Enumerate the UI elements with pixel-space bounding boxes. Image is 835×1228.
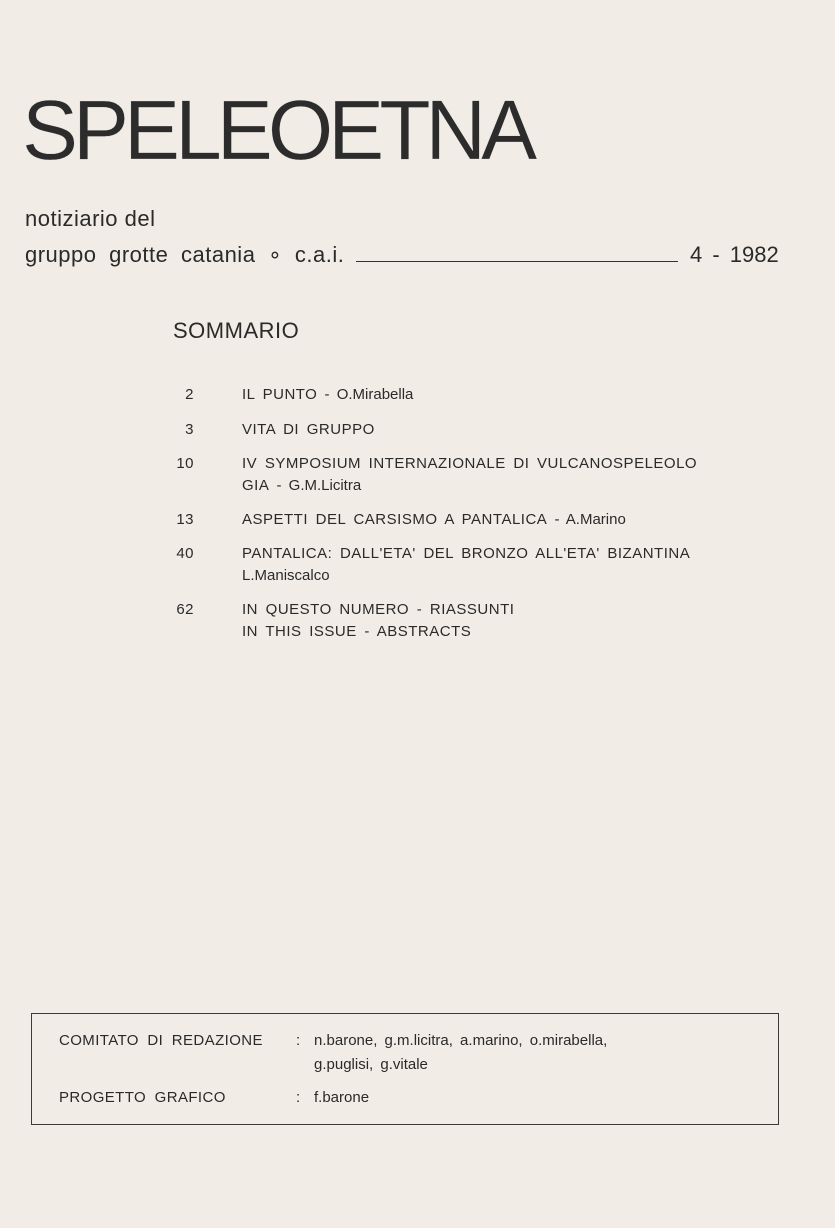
toc-page-number: 40	[176, 545, 194, 562]
redazione-label: COMITATO DI REDAZIONE	[59, 1032, 263, 1049]
toc-entry-title: PANTALICA: DALL'ETA' DEL BRONZO ALL'ETA' BIZANTINA	[242, 545, 691, 562]
header-rule	[356, 261, 678, 262]
toc-entry	[242, 384, 802, 406]
toc-entry-title: IN QUESTO NUMERO - RIASSUNTI IN THIS ISSUE - ABSTRACTS	[242, 601, 515, 640]
toc-page-number: 62	[176, 601, 194, 618]
sommario-heading: SOMMARIO	[173, 318, 300, 343]
toc-entry-author: L.Maniscalco	[242, 567, 330, 584]
grafico-value: f.barone	[314, 1089, 370, 1106]
toc-entry-author: - O.Mirabella	[317, 386, 414, 403]
toc-entry	[242, 453, 802, 497]
subtitle-line-2: gruppo grotte catania ∘ c.a.i.	[25, 242, 345, 267]
toc-entry-author: - G.M.Licitra	[269, 477, 362, 494]
issue-number: 4 - 1982	[690, 242, 779, 267]
magazine-title: SPELEOETNA	[22, 83, 533, 177]
toc-page-number: 3	[185, 421, 194, 438]
toc-entry-title: IV SYMPOSIUM INTERNAZIONALE DI VULCANOSPELEOLO GIA	[242, 455, 698, 494]
toc-page-number: 2	[185, 386, 194, 403]
toc-entry	[242, 509, 802, 531]
toc-entry-title: VITA DI GRUPPO	[242, 421, 375, 438]
toc-page-number: 13	[176, 511, 194, 528]
grafico-label: PROGETTO GRAFICO	[59, 1089, 226, 1106]
subtitle-line-1: notiziario del	[25, 206, 156, 231]
toc-entry-author: - A.Marino	[547, 511, 626, 528]
toc-entry	[242, 599, 802, 643]
redazione-members: n.barone, g.m.licitra, a.marino, o.mirabella, g.puglisi, g.vitale	[314, 1032, 608, 1073]
credits-box	[31, 1013, 779, 1125]
toc-entry-title: ASPETTI DEL CARSISMO A PANTALICA	[242, 511, 548, 528]
toc-page-number: 10	[176, 455, 194, 472]
grafico-separator: :	[296, 1089, 301, 1106]
toc-entry	[242, 543, 802, 587]
toc-entry-title: IL PUNTO	[242, 386, 318, 403]
redazione-separator: :	[296, 1032, 301, 1049]
toc-entry	[242, 419, 802, 441]
